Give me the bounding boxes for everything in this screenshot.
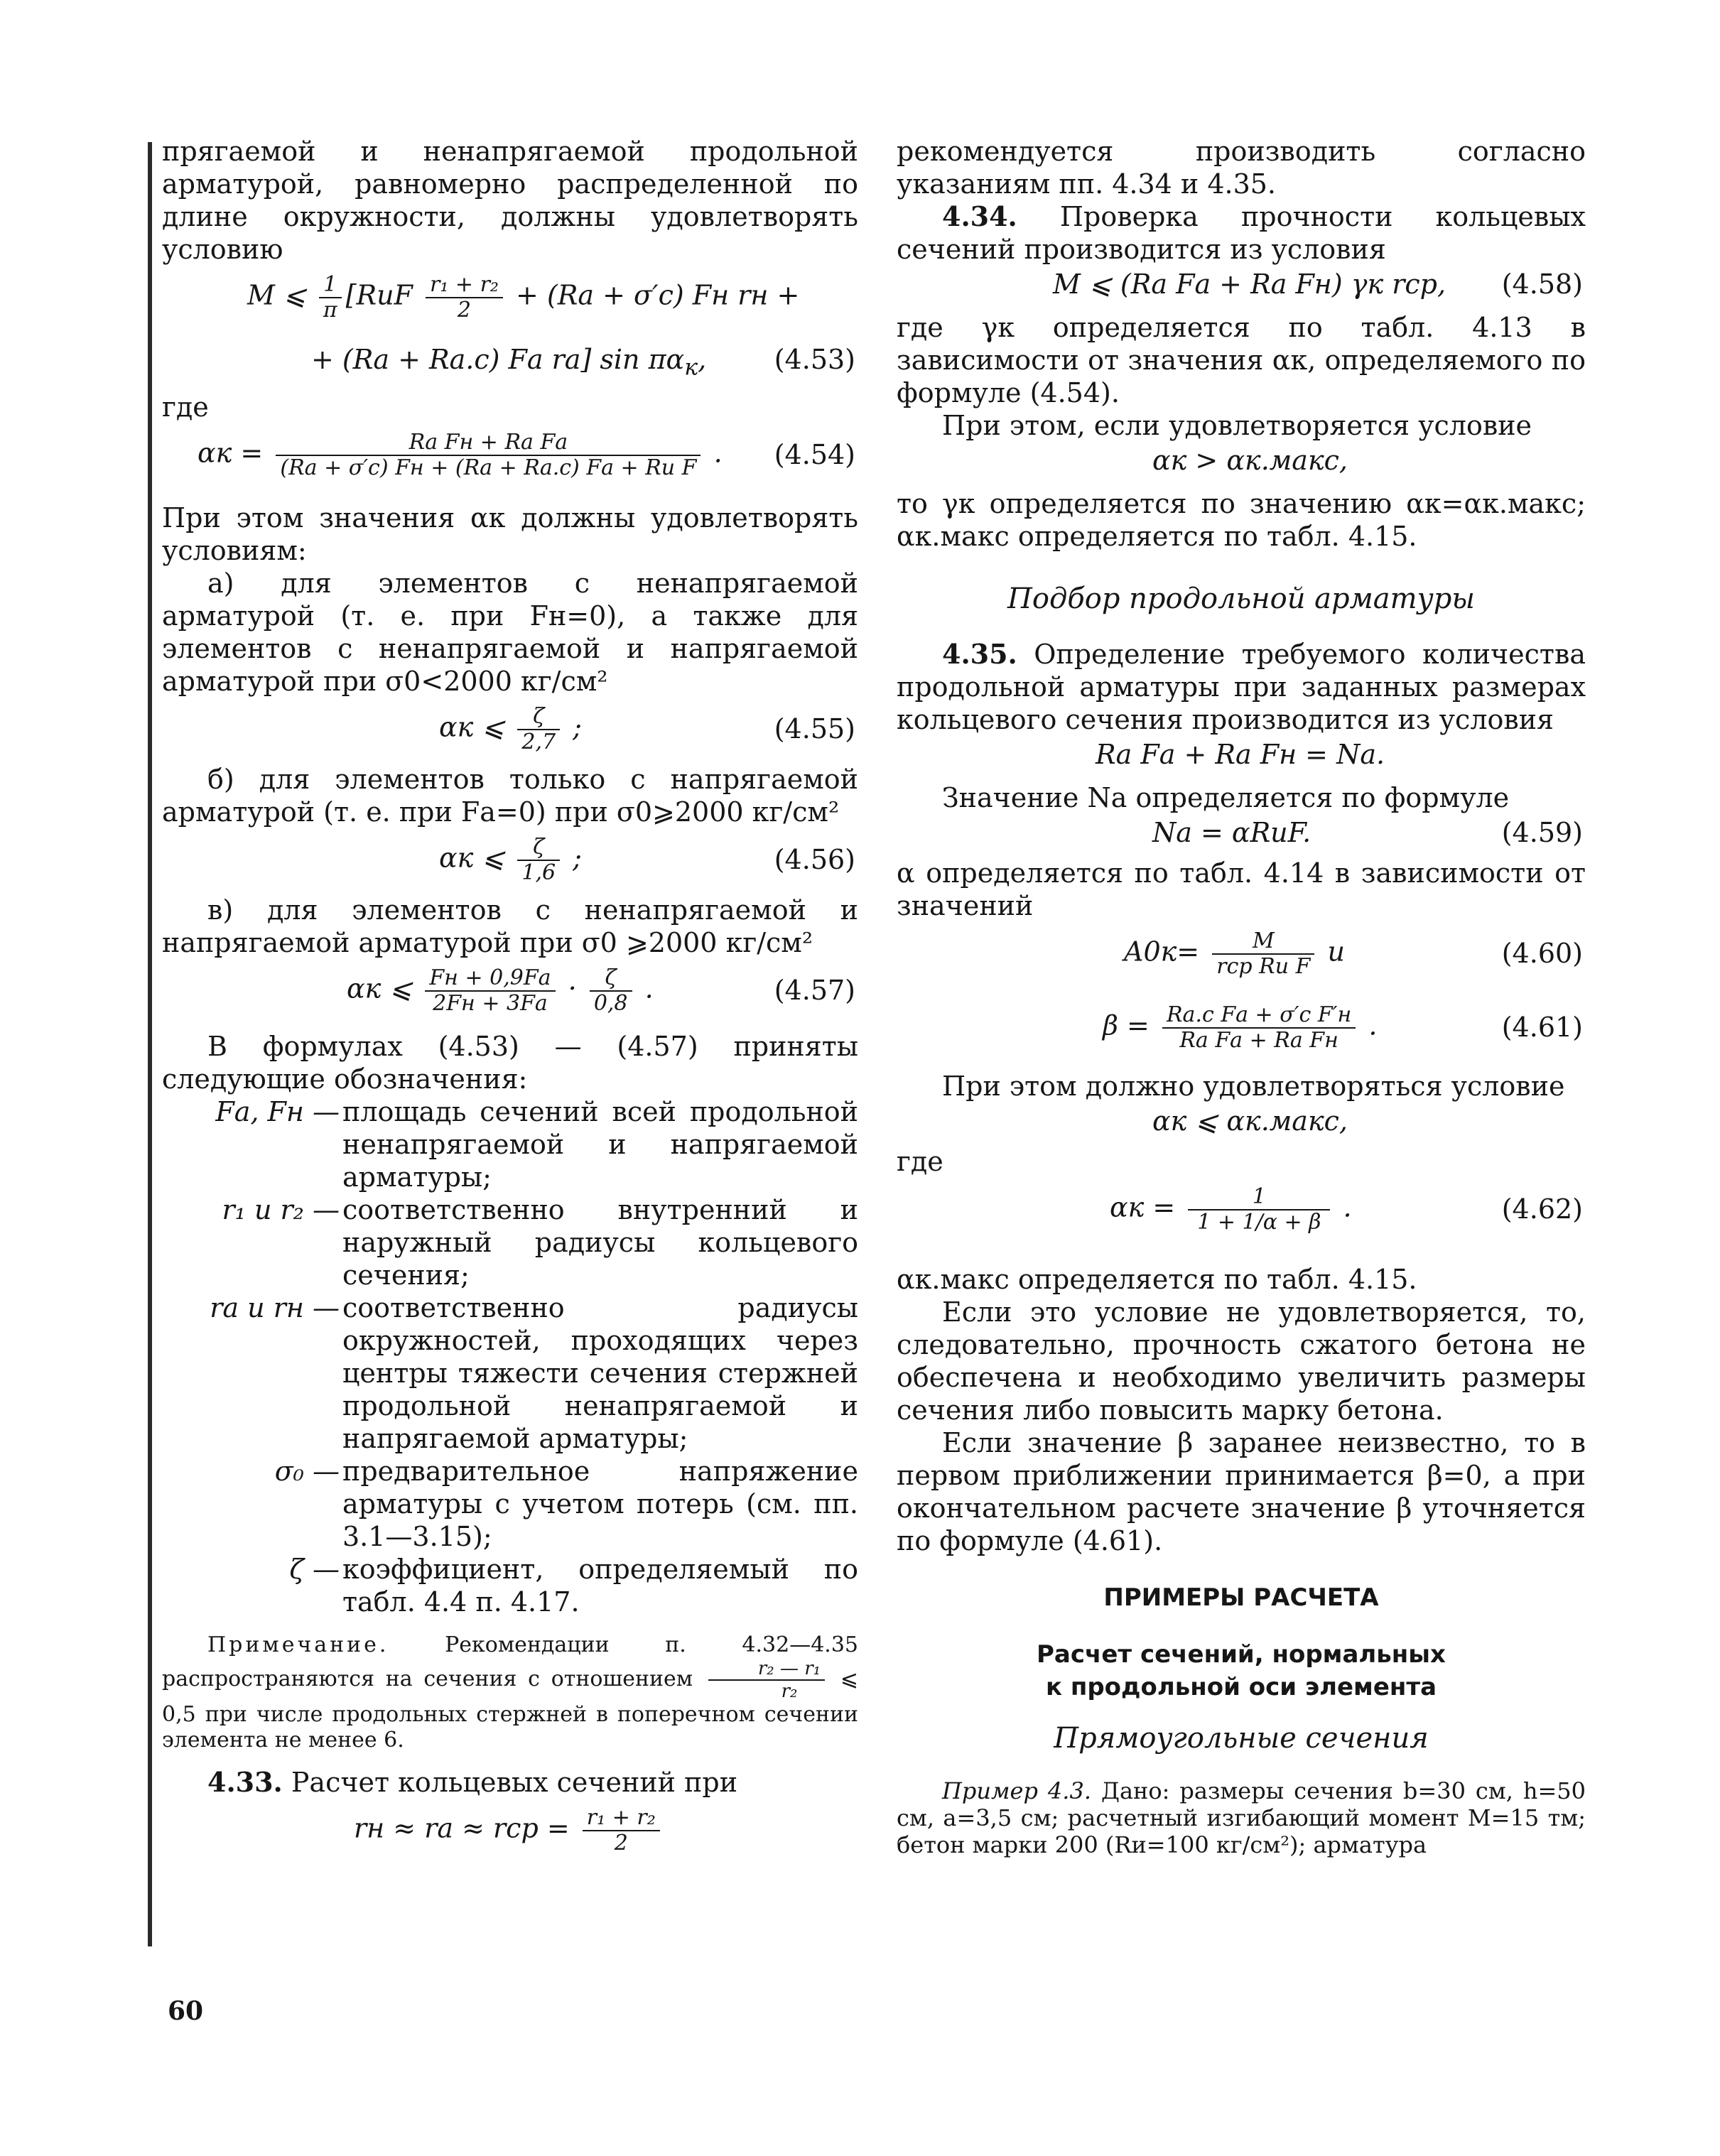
definition-row: Fа, Fн — площадь сечений всей продольной ненапрягаемой и напрягаемой арматуры; <box>215 1096 858 1193</box>
formula-number: (4.62) <box>1501 1193 1583 1225</box>
formula-number: (4.55) <box>774 713 855 744</box>
formula-4-56: αк ⩽ $\frac{\zeta}{1,6}$ ; (4.56) <box>439 835 855 885</box>
formula-4-54: αк = $\frac{\text{Rа Fн + Rа Fа}}{\text{(Rа + σ′с) Fн + (Rа + Rа.с) Fа + Rи F}}$ . (4.54) <box>198 430 855 480</box>
definition-row: r₁ и r₂ — соответственно внутренний и наружный радиусы кольцевого сечения; <box>222 1194 858 1291</box>
margin-rule <box>148 142 152 1946</box>
formula-4-53-line2: + (Rа + Rа.с) Fа rа] $\sin \pi\alpha_к$, (4.53) <box>311 344 855 381</box>
na-paragraph: Значение Nа определяется по формуле <box>942 782 1510 813</box>
intro-paragraph: прягаемой и ненапрягаемой продольной арматурой, равномерно распределенной по длине окружности, должны удовлетворять условию <box>162 136 858 265</box>
conditions-paragraph: При этом значения αк должны удовлетворять условиям: <box>162 502 858 566</box>
formula-4-33: rн ≈ rа ≈ rср = $\frac{\text{r₁ + r₂}}{2}$ <box>162 1799 858 1870</box>
page-number: 60 <box>168 1996 204 2026</box>
paragraph-4-33: 4.33. Расчет кольцевых сечений при <box>207 1766 738 1798</box>
alpha-paragraph: α определяется по табл. 4.14 в зависимости от значений <box>897 857 1586 921</box>
heading-normal-sections-2: к продольной оси элемента <box>1045 1673 1437 1701</box>
definition-row: σ₀ — предварительное напряжение арматуры с учетом потерь (см. пп. 3.1—3.15); <box>274 1456 858 1552</box>
paragraph-4-35: 4.35. Определение требуемого количества продольной арматуры при заданных размерах кольцевого сечения производится из условия <box>897 638 1586 735</box>
formula-number: (4.58) <box>1501 269 1583 300</box>
where-label: где <box>162 391 209 423</box>
formula-na-balance: Rа Fа + Rа Fн = Nа. <box>1096 739 1385 770</box>
paragraph-4-34: 4.34. Проверка прочности кольцевых сечений производится из условия <box>897 200 1586 265</box>
symbol-definitions <box>162 1095 858 1618</box>
formula-alpha-max-2: αк ⩽ αк.макс, <box>1152 1105 1348 1137</box>
not-satisfied-paragraph: Если это условие не удовлетворяется, то, следовательно, прочность сжатого бетона не обеспечена и необходимо увеличить размеры сечения либо повысить марку бетона. <box>897 1296 1586 1426</box>
condition-b: б) для элементов только с напрягаемой арматурой (т. е. при Fа=0) при σ0⩾2000 кг/см² <box>162 764 858 828</box>
where-label: где <box>897 1146 943 1177</box>
formula-4-53-line1: M ⩽ $\frac{1}{\pi}$ [RиF $\frac{\text{r₁ + r₂}}{2}$ + (Rа + σ′с) Fн rн + <box>247 272 800 323</box>
gamma-paragraph: где γк определяется по табл. 4.13 в зависимости от значения αк, определяемого по формуле (4.54). <box>897 312 1586 408</box>
condition-c: в) для элементов с ненапрягаемой и напрягаемой арматурой при σ0 ⩾2000 кг/см² <box>162 894 858 958</box>
formula-4-60: A0к= $\frac{M}{\text{rср Rи F}}$ и (4.60) <box>1124 928 1583 979</box>
beta-unknown-paragraph: Если значение β заранее неизвестно, то в первом приближении принимается β=0, а при окончательном расчете значение β уточняется по формуле (4.61). <box>897 1427 1586 1556</box>
left-column <box>162 135 858 1870</box>
continuation-paragraph: рекомендуется производить согласно указаниям пп. 4.34 и 4.35. <box>897 136 1586 200</box>
subheading-longitudinal-reinforcement: Подбор продольной арматуры <box>1007 583 1475 615</box>
formula-4-58: M ⩽ (Rа Fа + Rа Fн) γк rср, (4.58) <box>1053 269 1583 300</box>
formula-number: (4.59) <box>1501 817 1583 848</box>
formula-number: (4.57) <box>774 975 855 1006</box>
if-condition-paragraph: При этом, если удовлетворяется условие <box>942 410 1532 441</box>
condition-a: а) для элементов с ненапрягаемой арматурой (т. е. при Fн=0), а также для элементов с ненапрягаемой и напрягаемой арматурой при σ0<2000 кг/см² <box>162 568 858 697</box>
formula-alpha-max: αк > αк.макс, <box>1152 445 1348 476</box>
formula-number: (4.61) <box>1501 1012 1583 1043</box>
legend-intro: В формулах (4.53) — (4.57) приняты следующие обозначения: <box>162 1031 858 1095</box>
heading-calculation-examples: ПРИМЕРЫ РАСЧЕТА <box>1103 1583 1379 1612</box>
note-paragraph: Примечание. Рекомендации п. 4.32—4.35 распространяются на сечения с отношением $\frac{\text{r₂ — r₁}}{\text{r₂}}$ ⩽ 0,5 при числе продольных стержней в поперечном сечении элемента не менее 6. <box>162 1632 858 1753</box>
formula-4-59: Nа = αRиF. (4.59) <box>1152 817 1583 848</box>
right-column <box>897 135 1586 1858</box>
formula-number: (4.60) <box>1501 938 1583 969</box>
alpha-max-table-paragraph: αк.макс определяется по табл. 4.15. <box>897 1264 1417 1295</box>
formula-number: (4.56) <box>774 844 855 875</box>
definition-row: ζ — коэффициент, определяемый по табл. 4.4 п. 4.17. <box>289 1554 858 1618</box>
formula-number: (4.53) <box>774 344 855 375</box>
formula-4-55: αк ⩽ $\frac{\zeta}{2,7}$ ; (4.55) <box>439 704 855 754</box>
heading-rectangular-sections: Прямоугольные сечения <box>1054 1722 1429 1755</box>
formula-4-62: αк = $\frac{1}{1 + 1/\alpha + \beta}$ . (4.62) <box>1110 1184 1583 1235</box>
formula-4-61: β = $\frac{\text{Rа.с Fа + σ′с F′н}}{\text{Rа Fа + Rа Fн}}$ . (4.61) <box>1103 1002 1583 1053</box>
example-4-3: Пример 4.3. Дано: размеры сечения b=30 см, h=50 см, a=3,5 см; расчетный изгибающий момент M=15 тм; бетон марки 200 (Rи=100 кг/см²); арматура <box>897 1777 1586 1858</box>
must-satisfy-paragraph: При этом должно удовлетворяться условие <box>942 1071 1565 1102</box>
definition-row: rа и rн — соответственно радиусы окружностей, проходящих через центры тяжести сечения стержней продольной ненапрягаемой и напрягаемой арматуры; <box>210 1292 858 1454</box>
formula-number: (4.54) <box>774 439 855 470</box>
heading-normal-sections-1: Расчет сечений, нормальных <box>1037 1640 1446 1669</box>
formula-4-57: αк ⩽ $\frac{Fн + 0,9Fа}{2Fн + 3Fа}$ · $\frac{\zeta}{0,8}$ . (4.57) <box>347 965 855 1016</box>
gamma-max-paragraph: то γк определяется по значению αк=αк.макс; αк.макс определяется по табл. 4.15. <box>897 488 1586 552</box>
